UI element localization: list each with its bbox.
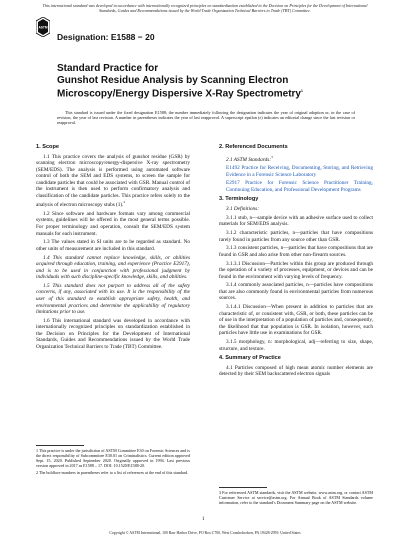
paragraph-1-2: 1.2 Since software and hardware formats vary among commercial systems, guidelines will be offered in the most general terms possible. For proper terminology and operation, consult the SEM/EDS system manuals for each instrument.: [36, 210, 190, 237]
paragraph-1-3: 1.3 The values stated in SI units are to be regarded as standard. No other units of measurement are included in this standard.: [36, 239, 190, 252]
section-2-heading: 2. Referenced Documents: [219, 144, 288, 150]
copyright-footer: Copyright © ASTM International, 100 Barr Harbor Drive, PO Box C700, West Conshohocken, PA 19428-2959. United States: [109, 531, 301, 535]
paragraph-3-1-2: 3.1.2 characteristic particles, n—particles that have compositions rarely found in particles from any source other than GSR.: [219, 229, 373, 243]
paragraph-3-1-3: 3.1.3 consistent particles, n—particles that have compositions that are found in GSR and also arise from other non-firearm sources.: [219, 245, 373, 258]
page-number: 1: [202, 517, 205, 522]
paragraph-2-1: 2.1 ASTM Standards:$^3$: [226, 154, 273, 163]
title-line-2: Gunshot Residue Analysis by Scanning Electron: [57, 74, 289, 86]
svg-text:ASTM: ASTM: [38, 25, 48, 30]
designation: Designation: E1588 − 20: [57, 32, 155, 42]
paragraph-1-5: 1.5 This standard does not purport to address all of the safety concerns, if any, associated with its use. It is the responsibility of the user of this standard to establish appropriate safety, health, and environmental practices and determine the applicability of regulatory limitations prior to use.: [36, 282, 190, 316]
footnotes-right: [219, 490, 373, 505]
title-line-3: Microscopy/Energy Dispersive X-Ray Spectrometry$^1$: [57, 88, 303, 100]
footnote-1: 1 This practice is under the jurisdiction of ASTM Committee E30 on Forensic Sciences and is the direct responsibility of Subcommittee E30.01 on Criminalistics. Current edition approved Sept. 15, 2020. Published September 2020. Originally approved in 1994. Last previous version approved in 2017 as E1588 – 17. DOI: 10.1520/E1588-20.: [36, 448, 190, 468]
paragraph-3-1-4: 3.1.4 commonly associated particles, n—particles have compositions that are also commonly found in environmental particles from numerous sources.: [219, 282, 373, 302]
reference-e1492: E1492 Practice for Receiving, Documenting, Storing, and Retrieving Evidence in a Forensic Science Laboratory: [226, 165, 374, 178]
left-column: [36, 141, 190, 353]
right-column: [219, 141, 373, 380]
paragraph-1-1: 1.1 This practice covers the analysis of gunshot residue (GSR) by scanning electron microscopy/energy-dispersive X-ray spectrometry (SEM/EDS). The analysis is performed using automated software control of both the SEM and EDS systems, to screen the sample for candidate particles that could be associated with GSR. Manual control of the instrument is then used to perform confirmatory analysis and classification of the candidate particles. This practice refers solely to the analysis of electron microscopy stubs (1).$^2$: [36, 153, 190, 209]
document-title: [57, 63, 357, 100]
paragraph-4-1: 4.1 Particles composed of high mean atomic number elements are detected by their SEM backscattered electron signals: [219, 364, 373, 378]
reference-e2917: E2917 Practice for Forensic Science Practitioner Training, Continuing Education, and Professional Development Programs: [226, 180, 373, 193]
paragraph-3-1-3-1: 3.1.3.1 Discussion—Particles within this group are produced through the operation of a variety of processes, equipment, or devices and can be found in the environment with varying levels of frequency.: [219, 260, 373, 280]
reference-link-e2917[interactable]: E2917: [226, 180, 240, 187]
astm-logo-icon: [36, 17, 50, 37]
section-4-heading: 4. Summary of Practice: [219, 355, 281, 362]
paragraph-1-6: 1.6 This international standard was developed in accordance with internationally recognized principles on standardization established in the Decision on Principles for the Development of International Standards, Guides and Recommendations issued by the World Trade Organization Technical Barriers to Trade (TBT) Committee.: [36, 317, 190, 350]
paragraph-1-4: 1.4 This standard cannot replace knowledge, skills, or abilities acquired through education, training, and experience (Practice E2917), and is to be used in conjunction with professional judgment by individuals with such discipline-specific knowledge, skills, and abilities.: [36, 254, 190, 281]
paragraph-3-1: 3.1 Definitions:: [226, 205, 259, 212]
section-3-heading: 3. Terminology: [219, 196, 259, 203]
footnote-rule-left: [36, 445, 84, 446]
footnote-2: 2 The boldface numbers in parentheses refer to a list of references at the end of this standard.: [36, 470, 189, 475]
section-1-heading: 1. Scope: [36, 144, 60, 150]
reference-link-e1492[interactable]: E1492: [226, 165, 240, 172]
paragraph-3-1-4-1: 3.1.4.1 Discussion—When present in addition to particles that are characteristic of, or consistent with, GSR, or both, these particles can be of use in the interpretation of a population of particles and, consequently, the likelihood that that population is GSR. In isolation, however, such particles have little use in examinations for GSR.: [219, 304, 373, 337]
paragraph-3-1-5: 3.1.5 morphology, n: morphological, adj—referring to size, shape, structure, and texture.: [219, 339, 373, 352]
title-line-1: Standard Practice for: [57, 63, 159, 74]
paragraph-3-1-1: 3.1.1 stub, n—sample device with an adhesive surface used to collect materials for SEM/EDS analysis.: [219, 214, 373, 228]
preamble: This standard is issued under the fixed designation E1588; the number immediately following the designation indicates the year of original adoption or, in the case of revision, the year of last revision. A number in parentheses indicates the year of last reapproval. A superscript epsilon (ε) indicates an editorial change since the last revision or reapproval.: [57, 110, 355, 126]
footnote-3: 3 For referenced ASTM standards, visit the ASTM website, www.astm.org, or contact ASTM Customer Service at service@astm.org. For Annual Book of ASTM Standards volume information, refer to the standard's Document Summary page on the ASTM website.: [219, 490, 373, 505]
footnote-rule-right: [219, 487, 267, 488]
footnotes-left: [36, 448, 190, 475]
standards-notice: This international standard was developed in accordance with internationally recognized principles on standardization established in the Decision on Principles for the Development of International Standards, Guides and Recommendations issued by the World Trade Organization Technical Barriers to Trade (TBT) Committee.: [42, 3, 368, 13]
